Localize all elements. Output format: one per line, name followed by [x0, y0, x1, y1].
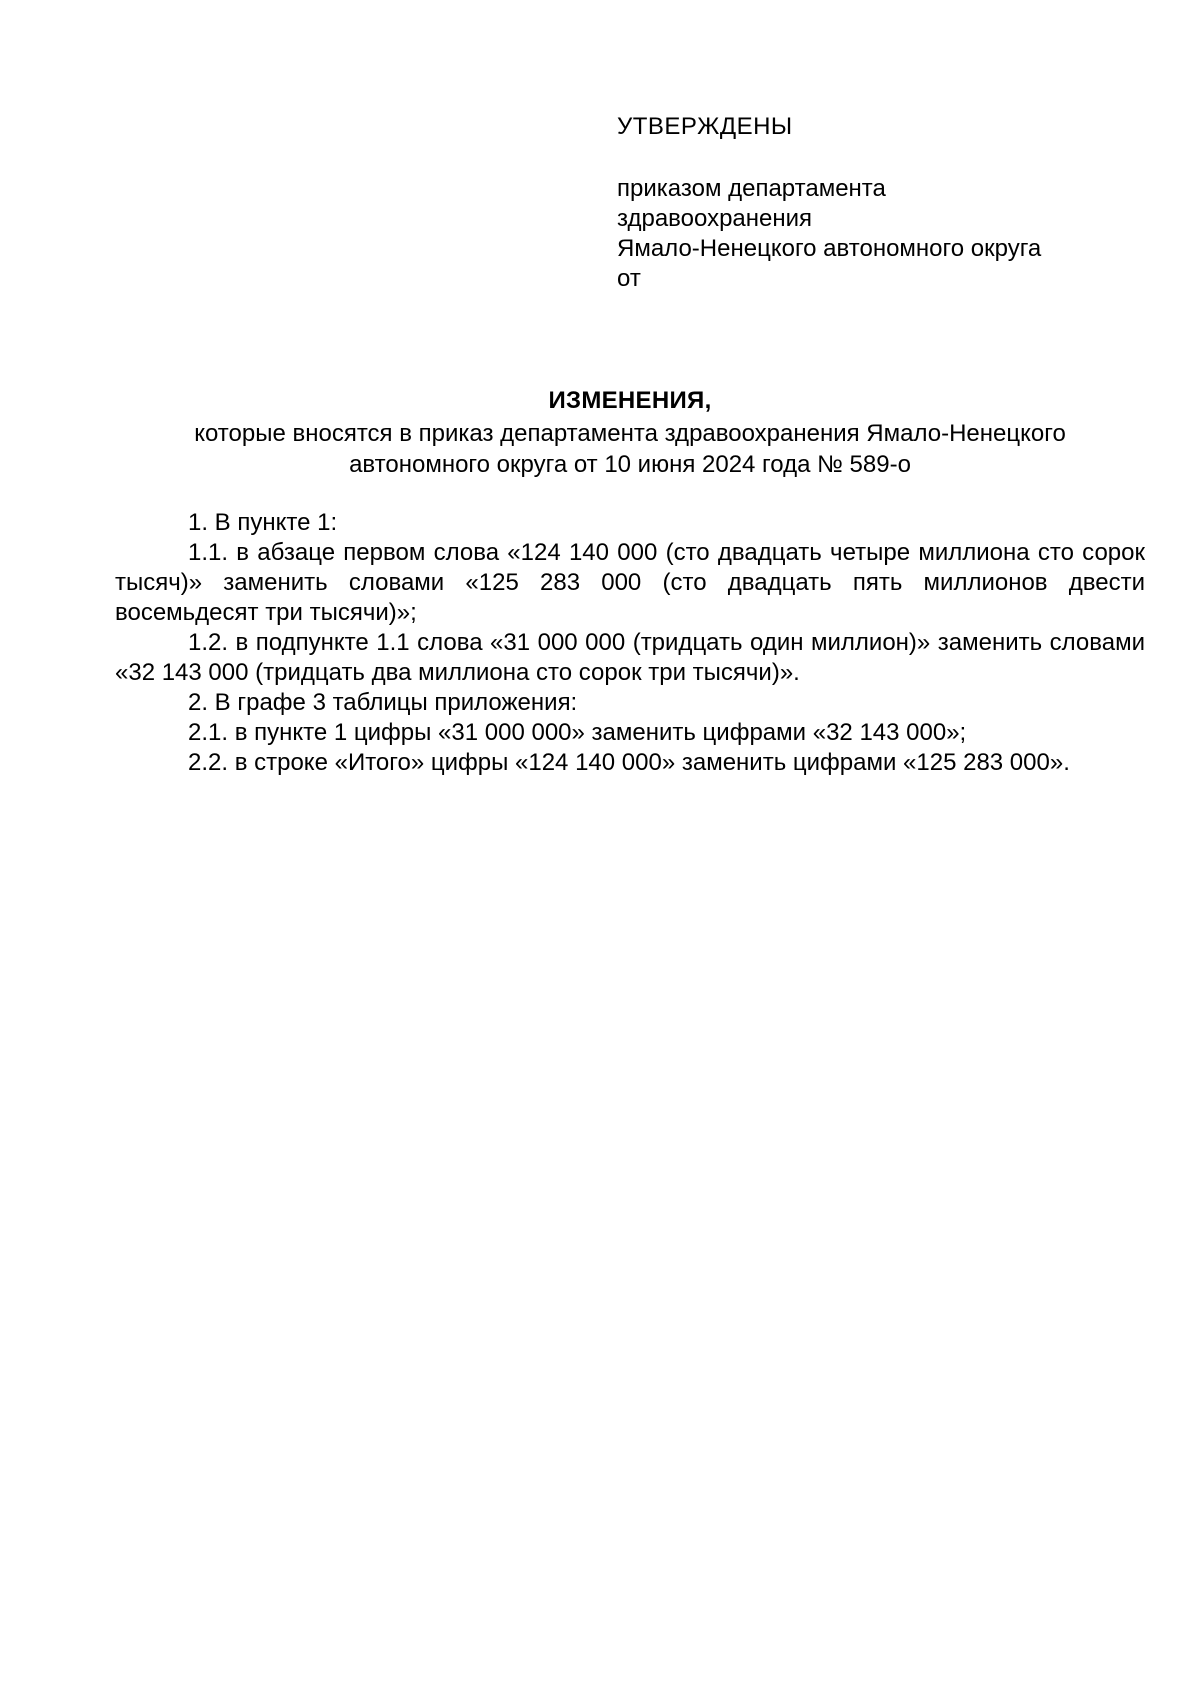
document-title: ИЗМЕНЕНИЯ, [548, 387, 712, 414]
document-title-block [130, 385, 1130, 480]
approval-line: от [617, 265, 641, 292]
paragraph: 2. В графе 3 таблицы приложения: [188, 689, 578, 716]
document-body [115, 508, 1145, 778]
approval-line: Ямало-Ненецкого автономного округа [617, 235, 1042, 262]
approval-line: приказом департамента [617, 175, 886, 202]
paragraph: 2.2. в строке «Итого» цифры «124 140 000» заменить цифрами «125 283 000». [188, 749, 1070, 776]
paragraph: 1.1. в абзаце первом слова «124 140 000 (сто двадцать четыре миллиона сто сорок тысяч)» заменить словами «125 283 000 (сто двадцать пять миллионов двести восемьдесят три тысячи)»; [115, 539, 1145, 626]
paragraph: 1.2. в подпункте 1.1 слова «31 000 000 (тридцать один миллион)» заменить словами «32 143 000 (тридцать два миллиона сто сорок три тысячи)». [115, 629, 1145, 686]
paragraph: 2.1. в пункте 1 цифры «31 000 000» заменить цифрами «32 143 000»; [188, 719, 967, 746]
paragraph: 1. В пункте 1: [188, 509, 338, 536]
approval-stamp-block [617, 112, 1137, 294]
approval-line: здравоохранения [617, 205, 813, 232]
document-subtitle: которые вносятся в приказ департамента здравоохранения Ямало-Ненецкого автономного округа от 10 июня 2024 года № 589-о [194, 420, 1066, 478]
approval-heading: УТВЕРЖДЕНЫ [617, 113, 793, 140]
